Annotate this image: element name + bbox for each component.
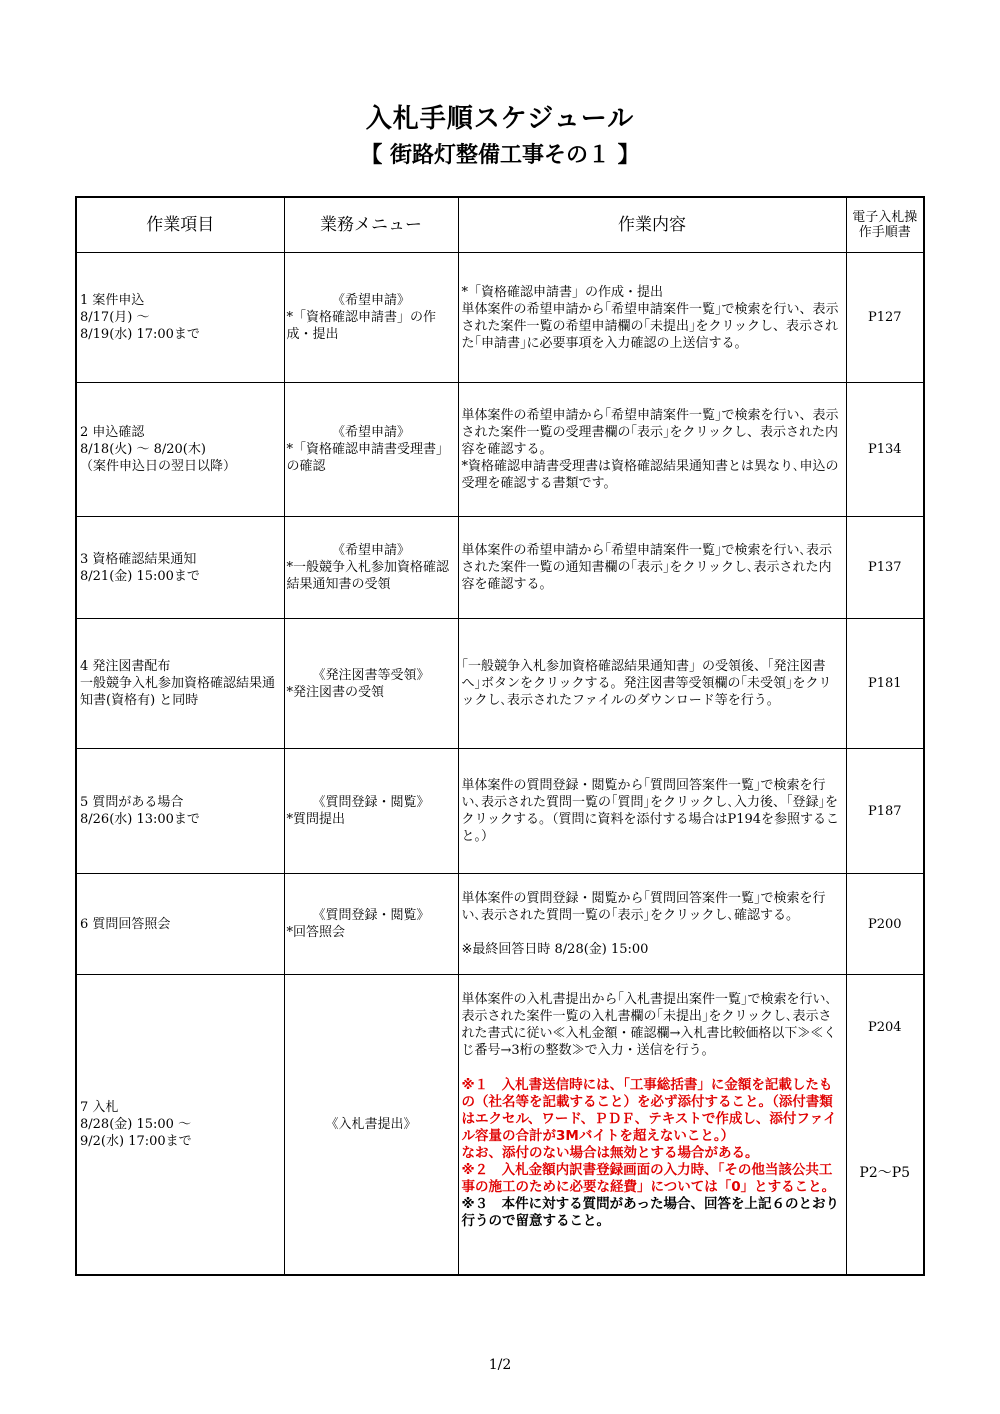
row-menu — [284, 517, 458, 619]
schedule-table — [75, 196, 925, 1276]
menu-title: 《質問登録・閲覧》 — [312, 908, 430, 923]
row-item: 4 発注図書配布 一般競争入札参加資格確認結果通知書(資格有) と同時 — [76, 619, 284, 749]
row-menu — [284, 619, 458, 749]
table-row — [76, 749, 924, 874]
page-title: 入札手順スケジュール — [365, 104, 635, 134]
menu-detail: *発注図書の受領 — [286, 684, 385, 700]
row-notes — [458, 1075, 846, 1275]
row-page: P187 — [846, 749, 924, 874]
header-content: 作業内容 — [458, 197, 846, 253]
project-subtitle: 【 街路灯整備工事その１ 】 — [360, 143, 640, 168]
row-item: 5 質問がある場合 8/26(水) 13:00まで — [76, 749, 284, 874]
row-item: 1 案件申込 8/17(月) ～ 8/19(水) 17:00まで — [76, 253, 284, 383]
menu-title: 《希望申請》 — [331, 543, 410, 558]
row-page: P204 — [846, 975, 924, 1075]
table-row — [76, 517, 924, 619]
row-menu — [284, 874, 458, 975]
note-black: ※３ 本件に対する質問があった場合、回答を上記６のとおり行うので留意すること。 — [461, 1195, 839, 1229]
row-content: *「資格確認申請書」の作成・提出 単体案件の希望申請から｢希望申請案件一覧｣で検索を行い、表示された案件一覧の希望申請欄の｢未提出｣をクリックし、表示された｢申請書｣に必要事項を入力確認の上送信する。 — [458, 253, 846, 383]
menu-detail: *「資格確認申請書」の作成・提出 — [286, 310, 437, 342]
row-menu — [284, 749, 458, 874]
row-content: 単体案件の入札書提出から｢入札書提出案件一覧｣で検索を行い､表示された案件一覧の入札書欄の｢未提出｣をクリックし､表示された書式に従い≪入札金額・確認欄→入札書比較価格以下≫≪くじ番号→3桁の整数≫で入力・送信を行う。 — [458, 975, 846, 1075]
row-item: 2 申込確認 8/18(火) ～ 8/20(木) （案件申込日の翌日以降） — [76, 383, 284, 517]
row-content: 単体案件の希望申請から｢希望申請案件一覧｣で検索を行い、表示された案件一覧の受理書欄の｢表示｣をクリックし、表示された内容を確認する。 *資格確認申請書受理書は資格確認結果通知書とは異なり､申込の受理を確認する書類です。 — [458, 383, 846, 517]
row-content: ｢一般競争入札参加資格確認結果通知書」の受領後、｢発注図書へ｣ボタンをクリックする。発注図書等受領欄の｢未受領｣をクリックし､表示されたファイルのダウンロード等を行う。 — [458, 619, 846, 749]
row-item: 6 質問回答照会 — [76, 874, 284, 975]
row-page-range: P2～P5 — [846, 1075, 924, 1275]
row-menu — [284, 383, 458, 517]
header-menu: 業務メニュー — [284, 197, 458, 253]
menu-detail: *質問提出 — [286, 812, 346, 827]
menu-detail: *一般競争入札参加資格確認結果通知書の受領 — [286, 560, 450, 592]
menu-title: 《質問登録・閲覧》 — [312, 795, 430, 810]
table-row — [76, 253, 924, 383]
row-content: 単体案件の質問登録・閲覧から｢質問回答案件一覧｣で検索を行い､表示された質問一覧の｢表示｣をクリックし､確認する。 ※最終回答日時 8/28(金) 15:00 — [458, 874, 846, 975]
row-page: P200 — [846, 874, 924, 975]
row-item: 7 入札 8/28(金) 15:00 ～ 9/2(水) 17:00まで — [76, 975, 284, 1275]
table-row — [76, 874, 924, 975]
row-page: P181 — [846, 619, 924, 749]
menu-detail: *「資格確認申請書受理書」の確認 — [286, 442, 450, 474]
note-red: ※１ 入札書送信時には、「工事総括書」に金額を記載したもの（社名等を記載すること）を必ず添付すること。（添付書類はエクセル、ワード、ＰＤＦ、テキストで作成し、添付ファイル容量の合計が3Mバイトを超えないこと。） なお、添付のない場合は無効とする場合がある。 ※２ 入札金額内訳書登録画面の入力時、「その他当該公共工事の施工のために必要な経費」については「0」とすること。 — [461, 1076, 837, 1195]
header-manual: 電子入札操作手順書 — [846, 197, 924, 253]
row-page: P137 — [846, 517, 924, 619]
menu-title: 《希望申請》 — [331, 425, 410, 440]
table-row — [76, 975, 924, 1075]
table-header-row — [76, 197, 924, 253]
menu-detail: *回答照会 — [286, 925, 346, 940]
menu-title: 《入札書提出》 — [325, 1116, 417, 1132]
menu-title: 《希望申請》 — [331, 293, 410, 308]
row-content: 単体案件の質問登録・閲覧から｢質問回答案件一覧｣で検索を行い､表示された質問一覧の｢質問｣をクリックし､入力後、｢登録｣をクリックする。（質問に資料を添付する場合はP194を参照すること。） — [458, 749, 846, 874]
page-number: 1/2 — [488, 1357, 512, 1373]
table-row — [76, 619, 924, 749]
row-page: P127 — [846, 253, 924, 383]
table-row — [76, 383, 924, 517]
row-page: P134 — [846, 383, 924, 517]
row-content: 単体案件の希望申請から｢希望申請案件一覧｣で検索を行い､表示された案件一覧の通知書欄の｢表示｣をクリックし､表示された内容を確認する。 — [458, 517, 846, 619]
row-menu — [284, 253, 458, 383]
menu-title: 《発注図書等受領》 — [312, 667, 430, 683]
row-menu — [284, 975, 458, 1275]
row-item: 3 資格確認結果通知 8/21(金) 15:00まで — [76, 517, 284, 619]
header-item: 作業項目 — [76, 197, 284, 253]
